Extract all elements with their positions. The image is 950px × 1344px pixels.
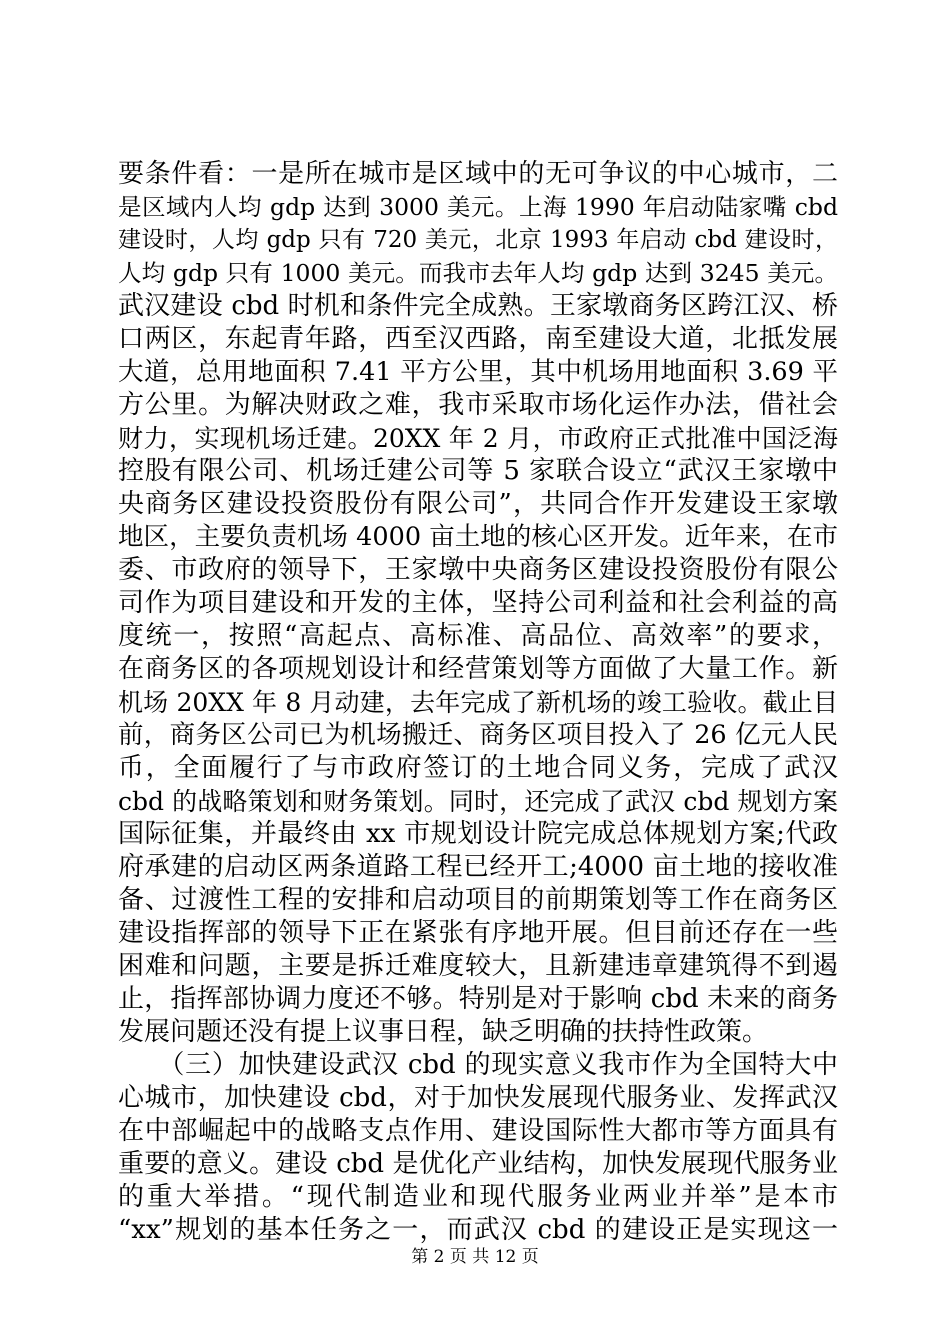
text-line: 财力，实现机场迁建。20XX 年 2 月，市政府正式批准中国泛海 [118,424,838,453]
page-footer [0,1246,950,1268]
text-line: 在商务区的各项规划设计和经营策划等方面做了大量工作。新 [118,654,838,684]
text-line: 止，指挥部协调力度还不够。特别是对于影响 cbd 未来的商务 [118,984,838,1014]
text-line: 武汉建设 cbd 时机和条件完全成熟。王家墩商务区跨江汉、桥 [118,291,838,321]
text-line: 要条件看：一是所在城市是区域中的无可争议的中心城市，二 [118,159,838,189]
text-line: 前，商务区公司已为机场搬迁、商务区项目投入了 26 亿元人民 [118,720,838,750]
text-line: 控股有限公司、机场迁建公司等 5 家联合设立“武汉王家墩中 [118,456,838,486]
text-line: 的重大举措。“现代制造业和现代服务业两业并举”是本市 [118,1182,838,1212]
text-line: 机场 20XX 年 8 月动建，去年完成了新机场的竣工验收。截止目 [118,688,838,717]
text-line: 是区域内人均 gdp 达到 3000 美元。上海 1990 年启动陆家嘴 cbd [118,193,838,221]
text-line: 在中部崛起中的战略支点作用、建设国际性大都市等方面具有 [118,1116,838,1146]
text-line: 口两区，东起青年路，西至汉西路，南至建设大道，北抵发展 [118,324,838,354]
text-line: 委、市政府的领导下，王家墩中央商务区建设投资股份有限公 [118,555,838,585]
text-line: 府承建的启动区两条道路工程已经开工;4000 亩土地的接收准 [118,852,838,882]
text-line: 央商务区建设投资股份有限公司”，共同合作开发建设王家墩 [118,489,838,519]
text-line: 重要的意义。建设 cbd 是优化产业结构，加快发展现代服务业 [118,1149,838,1179]
text-line: 建设指挥部的领导下正在紧张有序地开展。但目前还存在一些 [118,918,838,948]
text-line: cbd 的战略策划和财务策划。同时，还完成了武汉 cbd 规划方案 [118,787,838,816]
text-line: 司作为项目建设和开发的主体，坚持公司利益和社会利益的高 [118,588,838,618]
text-line: 方公里。为解决财政之难，我市采取市场化运作办法，借社会 [118,390,838,420]
text-line: 地区，主要负责机场 4000 亩土地的核心区开发。近年来，在市 [118,522,838,552]
text-line: “xx”规划的基本任务之一，而武汉 cbd 的建设正是实现这一 [118,1215,838,1245]
text-line: 国际征集，并最终由 xx 市规划设计院完成总体规划方案;代政 [118,819,838,849]
text-line: 币，全面履行了与市政府签订的土地合同义务，完成了武汉 [118,753,838,783]
text-line: 建设时，人均 gdp 只有 720 美元，北京 1993 年启动 cbd 建设时， [118,227,838,253]
text-line: 困难和问题，主要是拆迁难度较大，且新建违章建筑得不到遏 [118,951,838,981]
text-line: 发展问题还没有提上议事日程，缺乏明确的扶持性政策。 [118,1017,769,1047]
text-line: 备、过渡性工程的安排和启动项目的前期策划等工作在商务区 [118,885,838,915]
body-text [118,158,838,1247]
text-line: 心城市，加快建设 cbd，对于加快发展现代服务业、发挥武汉 [118,1083,838,1113]
text-line: 度统一，按照“高起点、高标准、高品位、高效率”的要求， [118,621,838,651]
text-line: （三）加快建设武汉 cbd 的现实意义我市作为全国特大中 [118,1050,838,1080]
page-number: 第 2 页 共 12 页 [411,1247,539,1267]
text-line: 人均 gdp 只有 1000 美元。而我市去年人均 gdp 达到 3245 美元。 [118,259,838,287]
text-line: 大道，总用地面积 7.41 平方公里，其中机场用地面积 3.69 平 [118,357,838,387]
